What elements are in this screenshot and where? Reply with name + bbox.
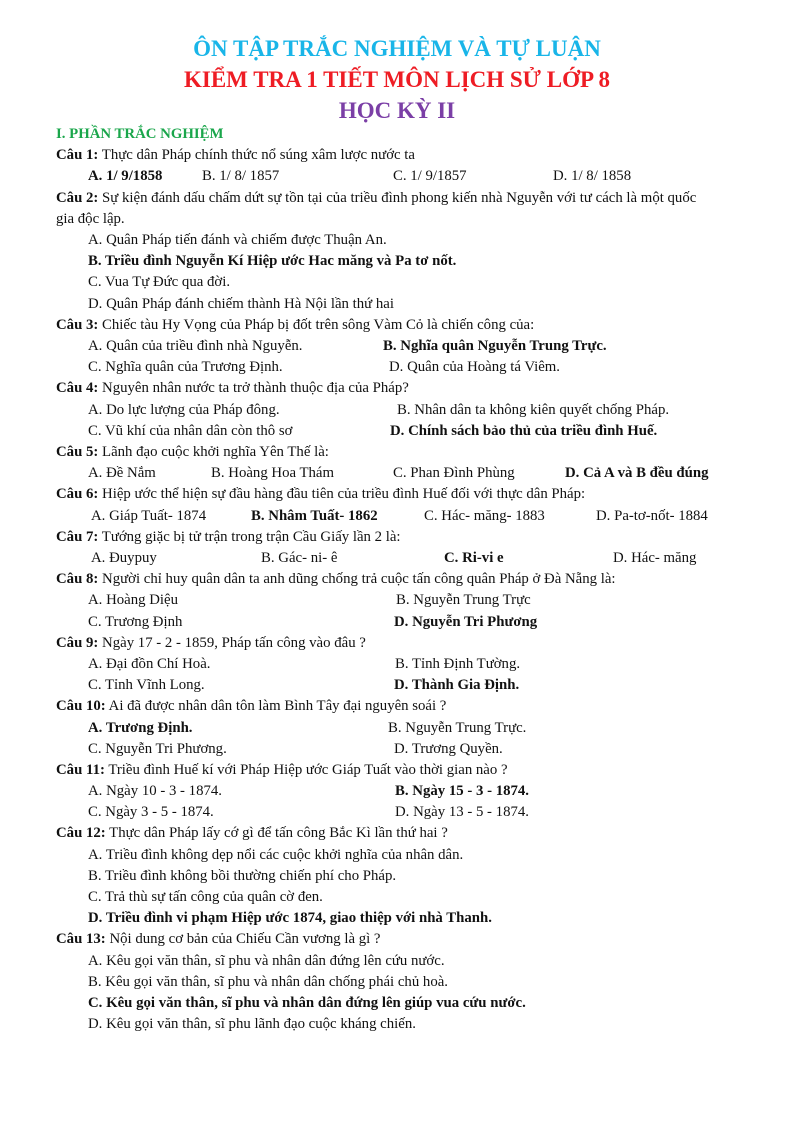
option-d: D. Ngày 13 - 5 - 1874.: [395, 804, 529, 821]
question-11: [56, 760, 756, 781]
option-a: A. Ngày 10 - 3 - 1874.: [88, 783, 222, 800]
question-6: [56, 484, 756, 505]
question-number: Câu 2:: [56, 189, 99, 206]
option-b: B. 1/ 8/ 1857: [202, 168, 280, 185]
option-c: C. Kêu gọi văn thân, sĩ phu và nhân dân đứng lên giúp vua cứu nước.: [88, 995, 526, 1012]
option-d: D. Quân Pháp đánh chiếm thành Hà Nội lần thứ hai: [88, 295, 394, 312]
option-row: [56, 421, 756, 442]
question-number: Câu 12:: [56, 825, 106, 842]
option-b: B. Ngày 15 - 3 - 1874.: [395, 783, 529, 800]
option-row: [56, 802, 756, 823]
question-text: Người chỉ huy quân dân ta anh dũng chống trả cuộc tấn công quân Pháp ở Đà Nẵng là:: [98, 571, 616, 588]
option-b: B. Gác- ni- ê: [261, 549, 338, 566]
option-row: [56, 548, 756, 569]
option-row: [56, 590, 756, 611]
option-c: C. Ri-vi e: [444, 549, 504, 566]
question-number: Câu 13:: [56, 931, 106, 948]
option-b: B. Triều đình Nguyễn Kí Hiệp ước Hac măng và Pa tơ nốt.: [88, 253, 457, 270]
option-b: B. Nguyễn Trung Trực.: [388, 719, 527, 736]
option-a: A. Trương Định.: [88, 719, 193, 736]
question-number: Câu 10:: [56, 698, 106, 715]
option-b: B. Kêu gọi văn thân, sĩ phu và nhân dân chống phái chủ hoà.: [88, 973, 448, 990]
question-text: Thực dân Pháp lấy cớ gì để tấn công Bắc Kì lần thứ hai ?: [105, 825, 448, 842]
option-a: A. 1/ 9/1858: [88, 168, 163, 185]
question-number: Câu 11:: [56, 761, 105, 778]
option-c: C. Trả thù sự tấn công của quân cờ đen.: [88, 889, 323, 906]
option-a: A. Đại đồn Chí Hoà.: [88, 655, 211, 672]
option-row: [56, 357, 756, 378]
option-b: B. Nhâm Tuất- 1862: [251, 507, 378, 524]
question-number: Câu 6:: [56, 486, 99, 503]
option-c: C. Hác- măng- 1883: [424, 507, 545, 524]
question-text: Nội dung cơ bản của Chiếu Cần vương là gì ?: [105, 931, 381, 948]
question-13: [56, 929, 756, 950]
option-a: A. Quân của triều đình nhà Nguyễn.: [88, 338, 303, 355]
option-d: D. Trương Quyền.: [394, 740, 503, 757]
question-4: [56, 378, 756, 399]
option-row: [56, 166, 756, 187]
option-a: A. Hoàng Diệu: [88, 592, 178, 609]
option-row: [56, 781, 756, 802]
question-number: Câu 7:: [56, 528, 99, 545]
question-text: Sự kiện đánh dấu chấm dứt sự tồn tại của triều đình phong kiến nhà Nguyễn với tư cách là một quốc: [98, 189, 697, 206]
question-text: Thực dân Pháp chính thức nổ súng xâm lược nước ta: [98, 147, 415, 164]
option-row: [56, 400, 756, 421]
question-8: [56, 569, 756, 590]
option-d: D. Kêu gọi văn thân, sĩ phu lãnh đạo cuộc kháng chiến.: [88, 1016, 416, 1033]
option-c: C. Phan Đình Phùng: [393, 465, 515, 482]
option-c: C. Nghĩa quân của Trương Định.: [88, 359, 283, 376]
question-text: Lãnh đạo cuộc khởi nghĩa Yên Thế là:: [98, 443, 329, 460]
option-d: D. Triều đình vi phạm Hiệp ước 1874, giao thiệp với nhà Thanh.: [88, 910, 492, 927]
question-text: Chiếc tàu Hy Vọng của Pháp bị đốt trên sông Vàm Cỏ là chiến công của:: [98, 316, 535, 333]
option-b: B. Nghĩa quân Nguyễn Trung Trực.: [383, 338, 607, 355]
option-c: C. Nguyễn Tri Phương.: [88, 740, 227, 757]
option-b: B. Triều đình không bồi thường chiến phí cho Pháp.: [88, 867, 397, 884]
option-row: [56, 506, 756, 527]
option-row: [56, 675, 756, 696]
option-row: [56, 739, 756, 760]
option-a: A. Giáp Tuất- 1874: [91, 507, 207, 524]
option-a: A. Triều đình không dẹp nổi các cuộc khởi nghĩa của nhân dân.: [88, 846, 464, 863]
question-3: [56, 315, 756, 336]
option-c: C. Ngày 3 - 5 - 1874.: [88, 804, 214, 821]
option-row: [56, 718, 756, 739]
question-number: Câu 4:: [56, 380, 99, 397]
question-5: [56, 442, 756, 463]
option-row: [56, 336, 756, 357]
question-12: [56, 823, 756, 844]
option-d: D. Hác- măng: [613, 549, 697, 566]
option-a: A. Đề Nắm: [88, 465, 156, 482]
option-c: C. 1/ 9/1857: [393, 168, 467, 185]
option-c: C. Trương Định: [88, 613, 183, 630]
question-number: Câu 8:: [56, 571, 99, 588]
option-b: B. Hoàng Hoa Thám: [211, 465, 335, 482]
option-a: A. Do lực lượng của Pháp đông.: [88, 401, 280, 418]
question-text: Hiệp ước thể hiện sự đầu hàng đầu tiên của triều đình Huế đối với thực dân Pháp:: [98, 486, 586, 503]
option-a: A. Kêu gọi văn thân, sĩ phu và nhân dân đứng lên cứu nước.: [88, 952, 445, 969]
option-b: B. Nhân dân ta không kiên quyết chống Pháp.: [397, 401, 670, 418]
option-b: B. Tỉnh Định Tường.: [395, 655, 521, 672]
question-number: Câu 5:: [56, 443, 99, 460]
question-number: Câu 9:: [56, 634, 99, 651]
question-list: [56, 124, 756, 1035]
option-a: A. Đuypuy: [91, 549, 157, 566]
section-title: I. PHẦN TRẮC NGHIỆM: [56, 126, 224, 142]
question-10: [56, 696, 756, 717]
option-c: C. Tỉnh Vĩnh Long.: [88, 677, 205, 694]
option-d: D. 1/ 8/ 1858: [553, 168, 632, 185]
option-b: B. Nguyễn Trung Trực: [396, 592, 531, 609]
option-row: [56, 463, 756, 484]
question-number: Câu 3:: [56, 316, 99, 333]
question-text: Triều đình Huế kí với Pháp Hiệp ước Giáp Tuất vào thời gian nào ?: [104, 761, 508, 778]
question-text-cont: gia độc lập.: [56, 210, 125, 227]
question-number: Câu 1:: [56, 147, 99, 164]
question-2: [56, 188, 756, 209]
question-text: Tướng giặc bị tử trận trong trận Cầu Giấy lần 2 là:: [98, 528, 401, 545]
option-c: C. Vũ khí của nhân dân còn thô sơ: [88, 422, 293, 439]
option-d: D. Nguyễn Tri Phương: [394, 613, 538, 630]
option-d: D. Chính sách bảo thủ của triều đình Huế.: [390, 422, 658, 439]
option-a: A. Quân Pháp tiến đánh và chiếm được Thuận An.: [88, 232, 387, 248]
question-7: [56, 527, 756, 548]
question-1: [56, 145, 756, 166]
question-9: [56, 633, 756, 654]
title-line-2: KIỂM TRA 1 TIẾT MÔN LỊCH SỬ LỚP 8: [183, 67, 611, 92]
title-line-3: HỌC KỲ II: [338, 98, 456, 123]
question-text: Ngày 17 - 2 - 1859, Pháp tấn công vào đâu ?: [98, 634, 366, 651]
option-d: D. Quân của Hoàng tá Viêm.: [389, 359, 561, 376]
option-d: D. Pa-tơ-nốt- 1884: [596, 507, 708, 524]
option-c: C. Vua Tự Đức qua đời.: [88, 274, 231, 291]
option-d: D. Cả A và B đều đúng: [565, 465, 709, 482]
question-text: Nguyên nhân nước ta trở thành thuộc địa của Pháp?: [98, 380, 409, 397]
question-text: Ai đã được nhân dân tôn làm Bình Tây đại nguyên soái ?: [105, 698, 447, 715]
title-line-1: ÔN TẬP TRẮC NGHIỆM VÀ TỰ LUẬN: [193, 36, 601, 61]
option-d: D. Thành Gia Định.: [394, 677, 520, 694]
option-row: [56, 654, 756, 675]
option-row: [56, 612, 756, 633]
